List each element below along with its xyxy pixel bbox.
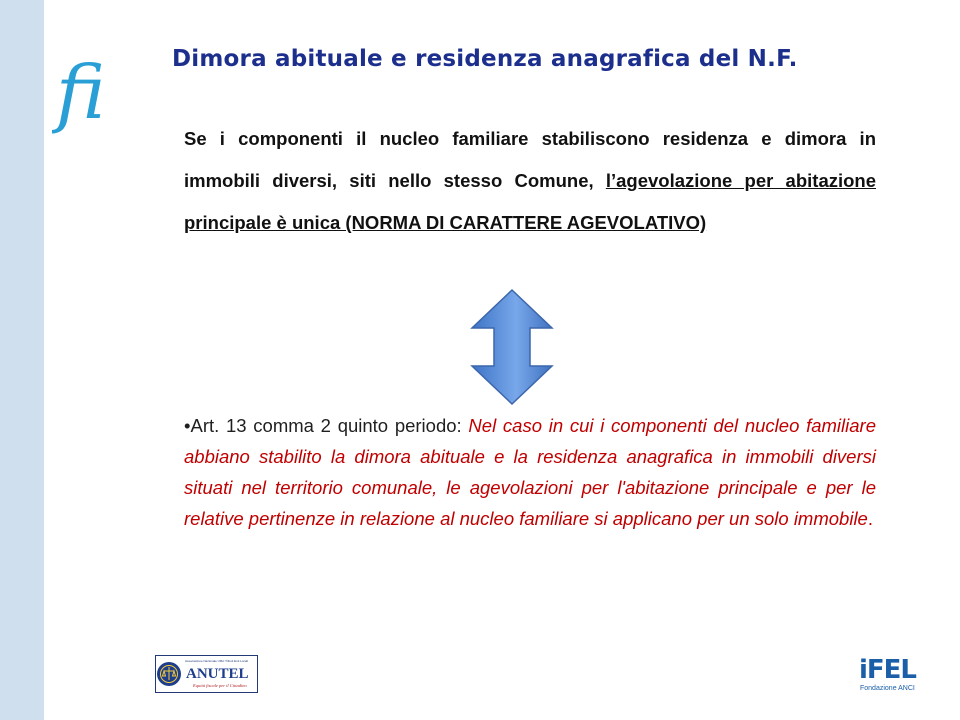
intro-text: Se i componenti il nucleo familiare stabiliscono residenza e dimora in immobili diversi, siti nello stesso Comune, [184,128,876,191]
article-paragraph [184,410,876,534]
fi-logo-icon [52,46,132,136]
fi-logo-text: fi [56,50,106,136]
double-arrow-vertical-icon [470,288,554,406]
anutel-top-text: Associazione Nazionale Uffici Tributi Enti Locali [185,659,248,663]
anutel-name: ANUTEL [186,666,249,682]
ifel-subtitle: Fondazione ANCI [860,685,915,692]
anutel-logo [155,655,258,693]
ifel-name: iFEL [859,655,917,685]
article-reference: •Art. 13 comma 2 quinto periodo: [184,415,469,436]
ifel-logo [858,650,918,696]
left-sidebar-band [0,0,44,720]
anutel-tagline: Equità fiscale per il Cittadino [193,683,247,688]
intro-paragraph [184,118,876,244]
slide-title: Dimora abituale e residenza anagrafica del N.F. [172,46,798,72]
intro-underlined-text: l’agevolazione per abitazione principale è unica (NORMA DI CARATTERE AGEVOLATIVO) [184,170,877,233]
article-quote: Nel caso in cui i componenti del nucleo familiare abbiano stabilito la dimora abituale e la residenza anagrafica in immobili diversi situati nel territorio comunale, le agevolazioni per l'abitazione principale e per le relative pertinenze in relazione al nucleo familiare si applicano per un solo immobile [184,415,877,529]
article-end: . [867,508,873,529]
